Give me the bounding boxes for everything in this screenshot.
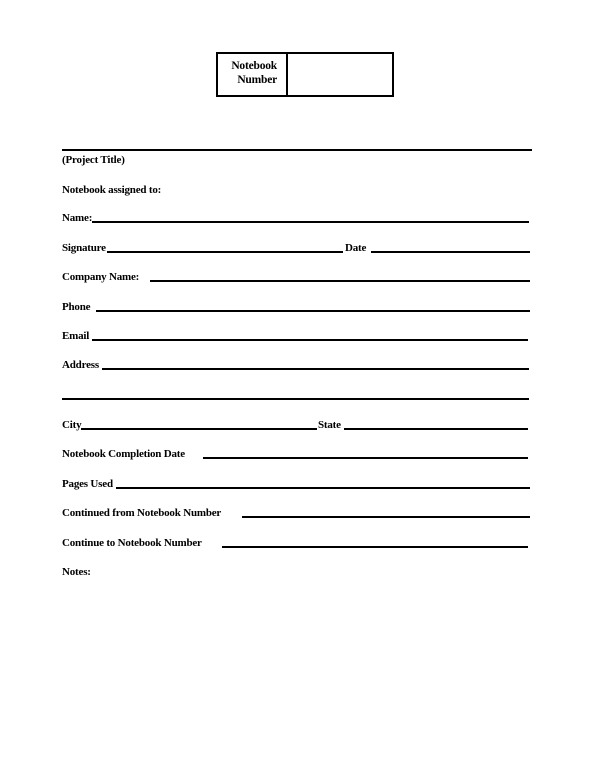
signature-label: Signature — [62, 242, 106, 254]
pages-used-field-line[interactable] — [116, 487, 530, 489]
date-label: Date — [345, 242, 367, 254]
address-field-line-2[interactable] — [62, 398, 529, 400]
notebook-number-label — [218, 54, 288, 95]
city-label: City — [62, 419, 82, 431]
signature-field-line[interactable] — [107, 251, 343, 253]
phone-label: Phone — [62, 301, 91, 313]
assigned-to-heading: Notebook assigned to: — [62, 184, 162, 196]
project-title-line[interactable] — [62, 149, 532, 151]
notebook-label-line2: Number — [237, 74, 277, 86]
notebook-number-field[interactable] — [288, 54, 392, 95]
notebook-number-box — [216, 52, 394, 97]
continue-to-field-line[interactable] — [222, 546, 528, 548]
project-title-label: (Project Title) — [62, 154, 125, 166]
email-label: Email — [62, 330, 90, 342]
continue-to-label: Continue to Notebook Number — [62, 537, 202, 549]
completion-date-field-line[interactable] — [203, 457, 528, 459]
completion-date-label: Notebook Completion Date — [62, 448, 185, 460]
phone-field-line[interactable] — [96, 310, 530, 312]
notebook-label-line1: Notebook — [231, 60, 277, 72]
name-field-line[interactable] — [92, 221, 529, 223]
state-field-line[interactable] — [344, 428, 528, 430]
company-name-label: Company Name: — [62, 271, 140, 283]
date-field-line[interactable] — [371, 251, 530, 253]
pages-used-label: Pages Used — [62, 478, 113, 490]
name-label: Name: — [62, 212, 93, 224]
notes-label: Notes: — [62, 566, 91, 578]
address-field-line[interactable] — [102, 368, 529, 370]
address-label: Address — [62, 359, 99, 371]
continued-from-field-line[interactable] — [242, 516, 530, 518]
company-name-field-line[interactable] — [150, 280, 530, 282]
state-label: State — [318, 419, 341, 431]
continued-from-label: Continued from Notebook Number — [62, 507, 222, 519]
email-field-line[interactable] — [92, 339, 528, 341]
city-field-line[interactable] — [80, 428, 317, 430]
